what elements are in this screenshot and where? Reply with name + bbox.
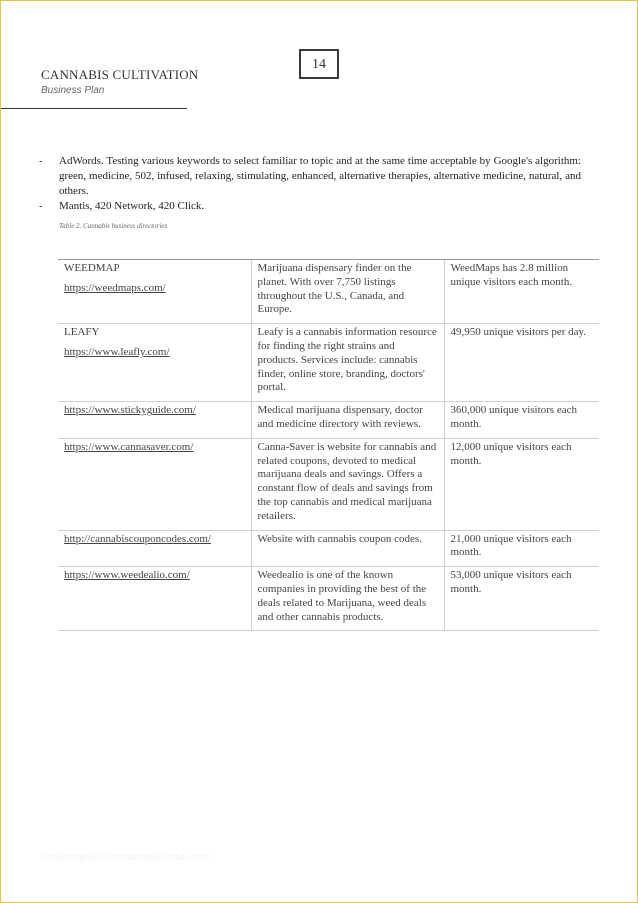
bullet-item (39, 199, 581, 214)
site-link[interactable]: https://www.cannasaver.com/ (64, 440, 194, 453)
directories-table (58, 259, 599, 631)
watermark: www.templatesformatsdownloads.com (41, 852, 212, 863)
visitors-cell: 53,000 unique visitors each month. (444, 567, 599, 631)
table-row (58, 438, 599, 530)
site-cell (58, 324, 251, 402)
site-link[interactable]: https://weedmaps.com/ (64, 281, 166, 294)
table-row (58, 567, 599, 631)
bullet-dash: - (39, 200, 43, 212)
visitors-cell: 12,000 unique visitors each month. (444, 438, 599, 530)
site-cell (58, 402, 251, 439)
bullet-list (39, 154, 581, 214)
description-cell: Website with cannabis coupon codes. (251, 530, 444, 567)
site-cell (58, 260, 251, 324)
bullet-dash: - (39, 155, 43, 167)
visitors-cell: 21,000 unique visitors each month. (444, 530, 599, 567)
table-caption: Table 2. Cannabis business directories (59, 222, 168, 230)
bullet-item (39, 154, 581, 199)
table-row (58, 324, 599, 402)
site-cell (58, 438, 251, 530)
table-row (58, 402, 599, 439)
description-cell: Medical marijuana dispensary, doctor and medicine directory with reviews. (251, 402, 444, 439)
site-link[interactable]: https://www.weedealio.com/ (64, 569, 190, 582)
header-divider (1, 108, 187, 109)
site-link[interactable]: http://cannabiscouponcodes.com/ (64, 532, 211, 545)
description-cell: Weedealio is one of the known companies in providing the best of the deals related to Marijuana, weed deals and other cannabis products. (251, 567, 444, 631)
site-cell (58, 567, 251, 631)
bullet-text: Mantis, 420 Network, 420 Click. (59, 200, 205, 212)
visitors-cell: WeedMaps has 2.8 million unique visitors each month. (444, 260, 599, 324)
site-name: LEAFY (64, 326, 100, 339)
site-cell (58, 530, 251, 567)
site-link[interactable]: https://www.leafly.com/ (64, 345, 170, 358)
header-subtitle: Business Plan (41, 85, 105, 96)
visitors-cell: 49,950 unique visitors per day. (444, 324, 599, 402)
bullet-text: AdWords. Testing various keywords to select familiar to topic and at the same time acceptable by Google's algorithm: green, medicine, 502, infused, relaxing, stimulating, enhanced, alternative therapies, alternative medicine, natural, and others. (59, 155, 581, 197)
page-number: 14 (299, 49, 339, 79)
description-cell: Marijuana dispensary finder on the planet. With over 7,750 listings throughout the U.S., Canada, and Europe. (251, 260, 444, 324)
site-link[interactable]: https://www.stickyguide.com/ (64, 404, 196, 417)
table-row (58, 260, 599, 324)
description-cell: Leafy is a cannabis information resource for finding the right strains and products. Services include: cannabis finder, online store, branding, doctors' portal. (251, 324, 444, 402)
header-title: CANNABIS CULTIVATION (41, 67, 199, 82)
visitors-cell: 360,000 unique visitors each month. (444, 402, 599, 439)
table-row (58, 530, 599, 567)
site-name: WEEDMAP (64, 262, 120, 274)
description-cell: Canna-Saver is website for cannabis and related coupons, devoted to medical marijuana deals and savings. Offers a constant flow of deals and savings from the top cannabis and medical marijuana retailers. (251, 438, 444, 530)
